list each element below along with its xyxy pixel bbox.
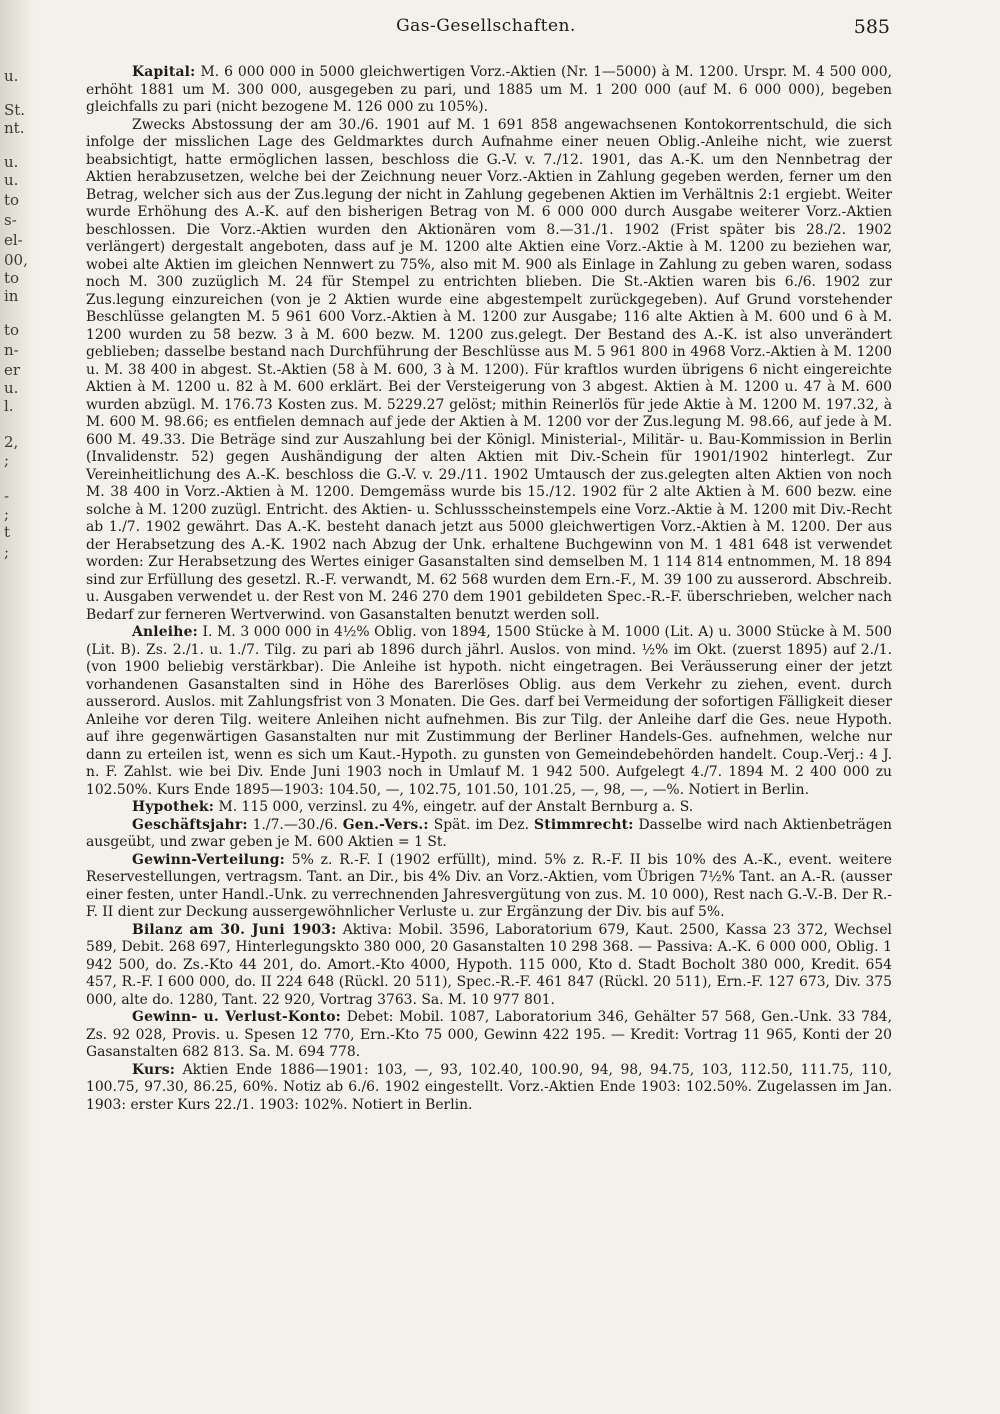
- section-text: M. 6 000 000 in 5000 gleichwertigen Vorz.-Aktien (Nr. 1—5000) à M. 1200. Urspr. M. 4 500 000, erhöht 1881 um M. 300 000, ausgegeben zu pari, und 1885 um M. 1 200 000 (auf M. 6 000 000), begeben gleichfalls zu pari (nicht bezogene M. 126 000 zu 105%).: [86, 64, 892, 115]
- section-label: Hypothek:: [132, 799, 215, 815]
- section-text: 1./7.—30./6.: [247, 816, 343, 833]
- section-text: Debet: Mobil. 1087, Laboratorium 346, Gehälter 57 568, Gen.-Unk. 33 784, Zs. 92 028, Provis. u. Spesen 12 770, Ern.-Kto 75 000, Gewinn 422 195. — Kredit: Vortrag 11 965, Konti der 20 Gasanstalten 682 813. Sa. M. 694 778.: [86, 1009, 892, 1060]
- section-label: Kapital:: [132, 64, 196, 80]
- section-gewinn-verlust-konto: [86, 1009, 892, 1062]
- section-text: Zwecks Abstossung der am 30./6. 1901 auf M. 1 691 858 angewachsenen Kontokorrentschuld, die sich infolge der misslichen Lage des Geldmarktes durch Aufnahme einer neuen Oblig.-Anleihe nicht, wie zuerst beabsichtigt, hatte ermöglichen lassen, beschloss die G.-V. v. 7./12. 1901, das A.-K. um den Nennbetrag der Aktien herabzusetzen, welche bei der Zeichnung neuer Vorz.-Aktien in Zahlung gegeben werden, ferner um den Betrag, welcher sich aus der Zus.legung der nicht in Zahlung gegebenen Aktien im Verhältnis 2:1 ergiebt. Weiter wurde Erhöhung des A.-K. auf den bisherigen Betrag von M. 6 000 000 durch Ausgabe weiterer Vorz.-Aktien beschlossen. Die Vorz.-Aktien wurden den Aktionären vom 8.—31./1. 1902 (Frist später bis 28./2. 1902 verlängert) dergestalt angeboten, dass auf je M. 1200 alte Aktien eine Vorz.-Aktie à M. 1200 zu beziehen war, wobei alte Aktien im gleichen Nennwert zu 75%, also mit M. 900 als Einlage in Zahlung zu geben waren, sodass noch M. 300 zuzüglich M. 24 für Stempel zu entrichten blieben. Die St.-Aktien waren bis 6./6. 1902 zur Zus.legung einzureichen (von je 2 Aktien wurde eine abgestempelt zurückgegeben). Auf Grund vorstehender Beschlüsse gelangten M. 5 961 600 Vorz.-Aktien à M. 1200 zur Ausgabe; 116 alte Aktien à M. 600 und 6 à M. 1200 wurden zu 58 bezw. 3 à M. 600 bezw. M. 1200 zus.gelegt. Der Bestand des A.-K. ist also unverändert geblieben; dasselbe bestand nach Durchführung der Beschlüsse aus M. 5 961 800 in 4968 Vorz.-Aktien à M. 1200 u. M. 38 400 in abgest. St.-Aktien (58 à M. 600, 3 à M. 1200). Für kraftlos wurden übrigens 6 nicht eingereichte Aktien à M. 1200 u. 82 à M. 600 erklärt. Bei der Versteigerung von 3 abgest. Aktien à M. 1200 u. 47 à M. 600 wurden abzügl. M. 176.73 Kosten zus. M. 5229.27 gelöst; mithin Reinerlös für jede Aktie à M. 1200 M. 197.32, à M. 600 M. 98.66; es entfielen demnach auf jede der Aktien à M. 1200 vor der Zus.legung M. 98.66, auf jede à M. 600 M. 49.33. Die Beträge sind zur Auszahlung bei der Königl. Ministerial-, Militär- u. Bau-Kommission in Berlin (Invalidenstr. 52) gegen Aushändigung der alten Aktien mit Div.-Schein für 1901/1902 hinterlegt. Zur Vereinheitlichung des A.-K. beschloss die G.-V. v. 29./11. 1902 Umtausch der zus.gelegten alten Aktien von noch M. 38 400 in Vorz.-Aktien à M. 1200. Demgemäss wurde bis 15./12. 1902 für 2 alte Aktien à M. 600 bezw. eine solche à M. 1200 zuzügl. Entricht. des Aktien- u. Schlussscheinstempels eine Vorz.-Aktie à M. 1200 mit Div.-Recht ab 1./7. 1902 gewährt. Das A.-K. besteht danach jetzt aus 5000 gleichwertigen Vorz.-Aktien à M. 1200. Der aus der Herabsetzung des A.-K. 1902 nach Abzug der Unk. erhaltene Buchgewinn von M. 1 481 648 ist verwendet worden: Zur Herabsetzung des Wertes einiger Gasanstalten sind demselben M. 1 114 814 entnommen, M. 18 894 sind zur Erfüllung des gesetzl. R.-F. verwandt, M. 62 568 wurden dem Ern.-F., M. 39 100 zu ausserord. Abschreib. u. Ausgaben verwendet u. der Rest von M. 246 270 dem 1901 gebildeten Spec.-R.-F. überschrieben, welcher nach Bedarf zur ferneren Wertverwind. von Gasanstalten benutzt werden soll.: [86, 116, 892, 623]
- section-label: Bilanz am 30. Juni 1903:: [132, 921, 337, 938]
- margin-fragment: er: [4, 361, 21, 379]
- section-text: I. M. 3 000 000 in 4½% Oblig. von 1894, 1500 Stücke à M. 1000 (Lit. A) u. 3000 Stücke à M. 500 (Lit. B). Zs. 2./1. u. 1./7. Tilg. zu pari ab 1896 durch jährl. Auslos. von mind. ½% im Okt. (zuerst 1895) auf 2./1. (von 1900 beliebig verstärkbar). Die Anleihe ist hypoth. nicht eingetragen. Bei Veräusserung einer der jetzt vorhandenen Gasanstalten sind in Höhe des Barerlöses Oblig. aus dem Verkehr zu ziehen, event. durch ausserord. Auslos. mit Zahlungsfrist von 3 Monaten. Die Ges. darf bei Vermeidung der sofortigen Fälligkeit dieser Anleihe vor deren Tilg. weitere Anleihen nicht aufnehmen. Bis zur Tilg. der Anleihe darf die Ges. neue Hypoth. auf ihre gegenwärtigen Gasanstalten nur mit Zustimmung der Berliner Handels-Ges. aufnehmen, welche nur dann zu erteilen ist, wenn es sich um Kaut.-Hypoth. zu gunsten von Gemeindebehörden handelt. Coup.-Verj.: 4 J. n. F. Zahlst. wie bei Div. Ende Juni 1903 noch in Umlauf M. 1 942 500. Aufgelegt 4./7. 1894 M. 2 400 000 zu 102.50%. Kurs Ende 1895—1903: 104.50, —, 102.75, 101.50, 101.25, —, 98, —, —%. Notiert in Berlin.: [86, 624, 892, 798]
- section-geschaeftsjahr: [86, 817, 892, 852]
- section-gewinn-verteilung: [86, 852, 892, 922]
- section-hypothek: [86, 799, 892, 817]
- margin-fragment: 2,: [4, 433, 19, 451]
- page-number: 585: [853, 16, 890, 38]
- margin-fragment: ;: [4, 451, 10, 469]
- margin-fragment: s-: [4, 211, 17, 229]
- margin-fragment: in: [4, 287, 19, 305]
- section-label: Stimmrecht:: [533, 816, 634, 833]
- margin-fragment: St.: [4, 101, 26, 119]
- section-text: 5% z. R.-F. I (1902 erfüllt), mind. 5% z. R.-F. II bis 10% des A.-K., event. weitere Reservestellungen, vertragsm. Tant. an Dir., bis 4% Div. an Vorz.-Aktien, vom Übrigen 7½% Tant. an A.-R. (ausser einer festen, unter Handl.-Unk. zu verrechnenden Jahresvergütung von zus. M. 10 000), Rest nach G.-V.-B. Der R.-F. II dient zur Deckung aussergewöhnlicher Verluste u. zur Ergänzung der Div. bis auf 5%.: [86, 851, 892, 920]
- margin-fragment: to: [4, 321, 20, 339]
- running-header: [82, 16, 890, 44]
- section-anleihe: [86, 624, 892, 799]
- section-bilanz: [86, 922, 892, 1010]
- section-label: Gen.-Vers.:: [342, 816, 429, 833]
- section-text: Dasselbe wird nach Aktienbeträgen ausgeübt, und zwar geben je M. 600 Aktien = 1 St.: [86, 816, 892, 850]
- margin-fragment: u.: [4, 379, 19, 397]
- margin-fragment: -: [4, 487, 10, 505]
- section-label: Gewinn-Verteilung:: [132, 851, 285, 868]
- section-text: M. 115 000, verzinsl. zu 4%, eingetr. auf der Anstalt Bernburg a. S.: [214, 799, 694, 815]
- margin-fragment: u.: [4, 171, 19, 189]
- section-label: Geschäftsjahr:: [132, 816, 248, 833]
- margin-fragment: u.: [4, 67, 19, 85]
- left-page-gutter: [0, 0, 34, 1414]
- margin-fragment: to: [4, 269, 20, 287]
- section-text: Aktien Ende 1886—1901: 103, —, 93, 102.40, 100.90, 94, 98, 94.75, 103, 112.50, 111.75, 110, 100.75, 97.30, 86.25, 60%. Notiz ab 6./6. 1902 eingestellt. Vorz.-Aktien Ende 1903: 102.50%. Zugelassen im Jan. 1903: erster Kurs 22./1. 1903: 102%. Notiert in Berlin.: [86, 1061, 892, 1113]
- margin-fragment: el-: [4, 231, 23, 249]
- margin-fragment: nt.: [4, 119, 25, 137]
- article-body: [86, 64, 892, 1114]
- page-title: Gas-Gesellschaften.: [396, 16, 576, 36]
- margin-fragment: n-: [4, 341, 19, 359]
- section-label: Kurs:: [132, 1061, 176, 1078]
- margin-fragment: 00,: [4, 251, 28, 269]
- section-label: Anleihe:: [132, 624, 198, 640]
- margin-fragment: to: [4, 191, 20, 209]
- section-kapital: [86, 64, 892, 117]
- section-kurs: [86, 1062, 892, 1115]
- section-text: Aktiva: Mobil. 3596, Laboratorium 679, Kaut. 2500, Kassa 23 372, Wechsel 589, Debit. 268 697, Hinterlegungskto 380 000, 20 Gasanstalten 10 298 368. — Passiva: A.-K. 6 000 000, Oblig. 1 942 500, do. Zs.-Kto 44 201, do. Amort.-Kto 4000, Hypoth. 115 000, Kto d. Stadt Bocholt 380 000, Kredit. 654 457, R.-F. I 600 000, do. II 224 648 (Rückl. 20 511), Spec.-R.-F. 461 847 (Rückl. 20 511), Ern.-F. 127 673, Div. 375 000, alte do. 1280, Tant. 22 920, Vortrag 3763. Sa. M. 10 977 801.: [86, 921, 892, 1008]
- margin-fragment: t: [4, 523, 11, 541]
- margin-fragment: ;: [4, 505, 10, 523]
- margin-fragment: u.: [4, 153, 19, 171]
- margin-fragment: l.: [4, 397, 14, 415]
- section-kapital-details: [86, 117, 892, 625]
- section-text: Spät. im Dez.: [428, 816, 534, 833]
- section-label: Gewinn- u. Verlust-Konto:: [132, 1009, 342, 1025]
- margin-fragment: ;: [4, 543, 10, 561]
